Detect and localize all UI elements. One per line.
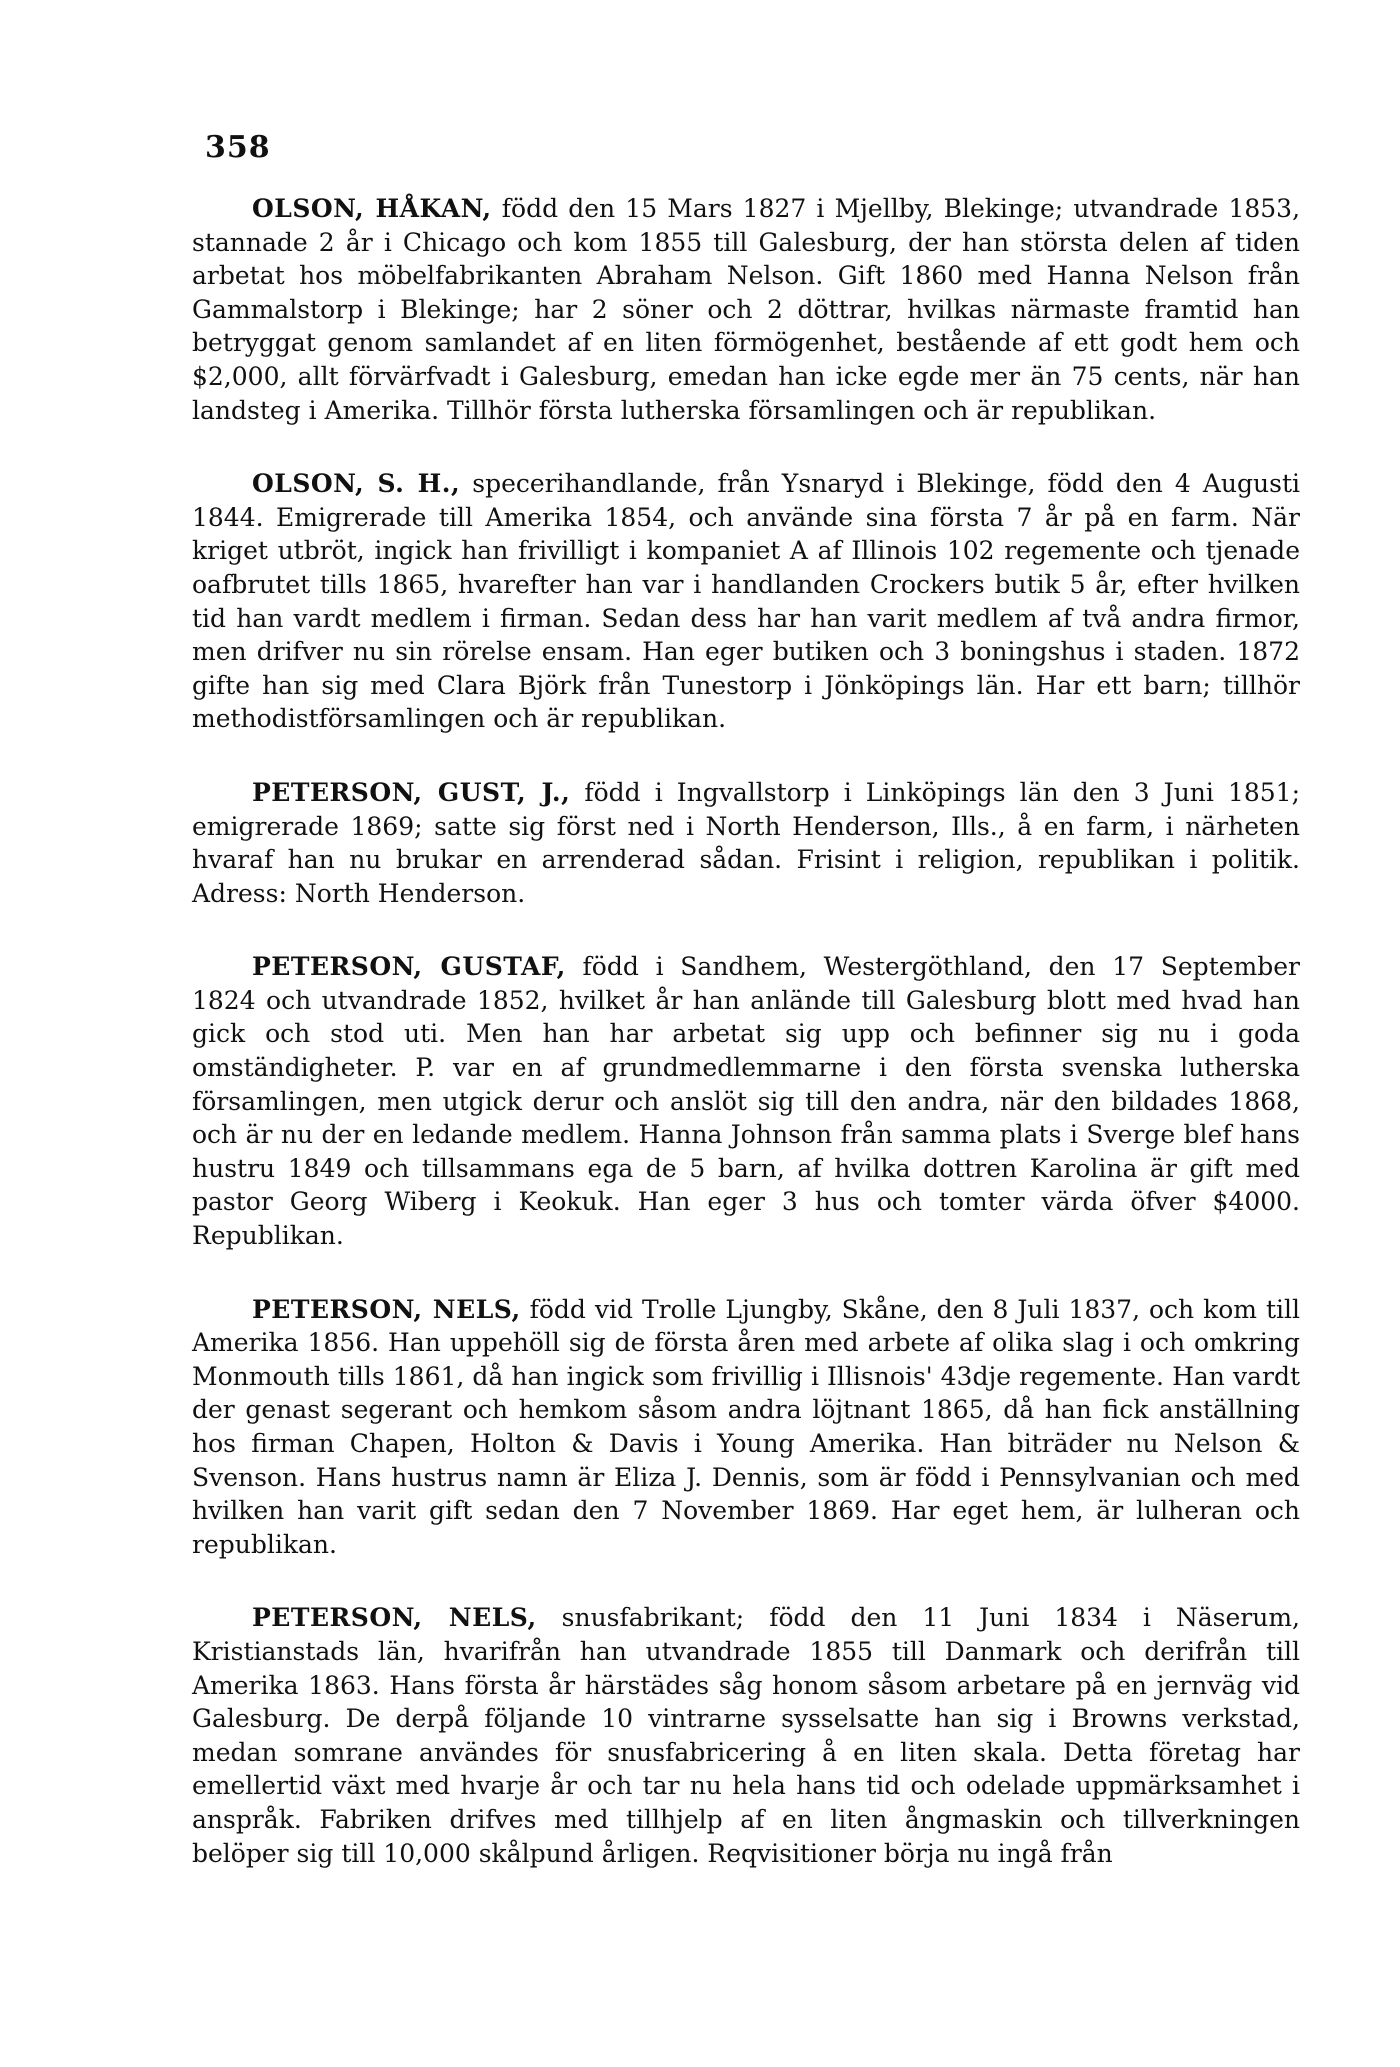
entry-text: född i Ingvallstorp i Linköpings län den 3 Juni 1851; emigrerade 1869; satte sig först ned i North Henderson, Ills., å en farm, i närheten hvaraf han nu brukar en arrenderad sådan. Frisint i religion, republikan i politik. Adress: North Henderson. bbox=[192, 777, 1301, 908]
biography-entry bbox=[192, 776, 1300, 910]
entry-paragraph bbox=[192, 1601, 1300, 1870]
biography-entry bbox=[192, 1601, 1300, 1870]
entry-text: specerihandlande, från Ysnaryd i Blekinge, född den 4 Augusti 1844. Emigrerade till Amerika 1854, och använde sina första 7 år på en farm. När kriget utbröt, ingick han frivilligt i kompaniet A af Illinois 102 regemente och tjenade oafbrutet tills 1865, hvarefter han var i handlanden Crockers butik 5 år, efter hvilken tid han vardt medlem i firman. Sedan dess har han varit medlem af två andra firmor, men drifver nu sin rörelse ensam. Han eger butiken och 3 boningshus i staden. 1872 gifte han sig med Clara Björk från Tunestorp i Jönköpings län. Har ett barn; tillhör methodistförsamlingen och är republikan. bbox=[192, 469, 1300, 734]
entry-name: OLSON, HÅKAN, bbox=[252, 194, 492, 223]
entry-text: född i Sandhem, Westergöthland, den 17 September 1824 och utvandrade 1852, hvilket år han anlände till Galesburg blott med hvad han gick och stod uti. Men han har arbetat sig upp och befinner sig nu i goda omständigheter. P. var en af grundmedlemmarne i den första svenska lutherska församlingen, men utgick derur och anslöt sig till den andra, när den bildades 1868, och är nu der en ledande medlem. Hanna Johnson från samma plats i Sverge blef hans hustru 1849 och tillsammans ega de 5 barn, af hvilka dottren Karolina är gift med pastor Georg Wiberg i Keokuk. Han eger 3 hus och tomter värda öfver $4000. Republikan. bbox=[192, 952, 1300, 1251]
biography-entry bbox=[192, 1293, 1300, 1562]
entry-text: född den 15 Mars 1827 i Mjellby, Blekinge; utvandrade 1853, stannade 2 år i Chicago och kom 1855 till Galesburg, der han största delen af tiden arbetat hos möbelfabrikanten Abraham Nelson. Gift 1860 med Hanna Nelson från Gammalstorp i Blekinge; har 2 söner och 2 döttrar, hvilkas närmaste framtid han betryggat genom samlandet af en liten förmögenhet, bestående af ett godt hem och $2,000, allt förvärfvadt i Galesburg, emedan han icke egde mer än 75 cents, när han landsteg i Amerika. Tillhör första lutherska församlingen och är republikan. bbox=[192, 194, 1301, 425]
entry-paragraph bbox=[192, 776, 1300, 910]
entry-name: PETERSON, NELS, bbox=[252, 1294, 521, 1324]
biography-entries bbox=[192, 192, 1300, 1910]
entry-text: snusfabrikant; född den 11 Juni 1834 i Näserum, Kristianstads län, hvarifrån han utvandrade 1855 till Danmark och derifrån till Amerika 1863. Hans första år härstädes såg honom såsom arbetare på en jernväg vid Galesburg. De derpå följande 10 vintrarne sysselsatte han sig i Browns verkstad, medan somrane användes för snusfabricering å en liten skala. Detta företag har emellertid växt med hvarje år och tar nu hela hans tid och odelade uppmärksamhet i anspråk. Fabriken drifves med tillhjelp af en liten ångmaskin och tillverkningen belöper sig till 10,000 skålpund årligen. Reqvisitioner börja nu ingå från bbox=[192, 1603, 1300, 1868]
biography-entry bbox=[192, 192, 1300, 427]
entry-paragraph bbox=[192, 1293, 1300, 1562]
entry-name: PETERSON, NELS, bbox=[252, 1603, 537, 1633]
entry-paragraph bbox=[192, 467, 1300, 736]
page-number: 358 bbox=[205, 130, 271, 165]
entry-text: född vid Trolle Ljungby, Skåne, den 8 Juli 1837, och kom till Amerika 1856. Han uppehöll sig de första åren med arbete af olika slag i och omkring Monmouth tills 1861, då han ingick som frivillig i Illisnois' 43dje regemente. Han vardt der genast segerant och hemkom såsom andra löjtnant 1865, då han fick anställning hos firman Chapen, Holton & Davis i Young Amerika. Han biträder nu Nelson & Svenson. Hans hustrus namn är Eliza J. Dennis, som är född i Pennsylvanian och med hvilken han varit gift sedan den 7 November 1869. Har eget hem, är lulheran och republikan. bbox=[192, 1294, 1300, 1559]
entry-name: PETERSON, GUSTAF, bbox=[252, 952, 566, 982]
entry-paragraph bbox=[192, 950, 1300, 1252]
biography-entry bbox=[192, 950, 1300, 1252]
entry-name: OLSON, S. H., bbox=[252, 469, 461, 499]
biography-entry bbox=[192, 467, 1300, 736]
entry-paragraph bbox=[192, 192, 1300, 427]
entry-name: PETERSON, GUST, J., bbox=[252, 777, 571, 807]
